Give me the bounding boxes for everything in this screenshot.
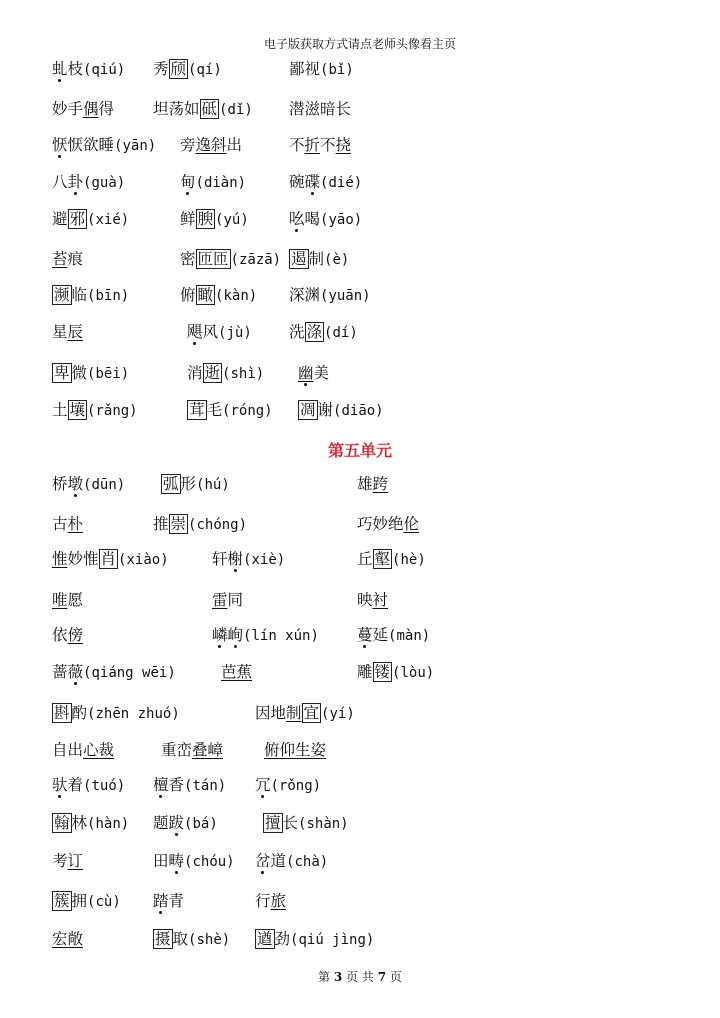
vocab-entry: 凋 谢(diāo) <box>300 401 384 419</box>
vocab-entry: 惟妙惟 肖 (xiào) <box>52 550 169 568</box>
unit-title: 第五单元 <box>327 441 392 460</box>
vocab-entry: 因地制 宜 (yí) <box>255 704 355 722</box>
vocab-entry: 摄 取(shè) <box>155 930 231 948</box>
vocab-entry: 行旅 <box>255 892 287 910</box>
vocab-entry: 田畴(chóu) <box>153 852 235 870</box>
vocab-entry: 弧 形(hú) <box>163 475 230 493</box>
vocab-entry: 斟 酌(zhēn zhuó) <box>54 704 180 722</box>
vocab-entry: 洗 涤 (dí) <box>289 323 358 341</box>
vocab-entry: 嶙峋(lín xún) <box>212 626 319 644</box>
vocab-entry: 冗(rǒng) <box>255 776 322 794</box>
vocab-entry: 依傍 <box>52 626 84 644</box>
vocab-entry: 轩榭(xiè) <box>212 550 286 568</box>
vocab-entry: 映衬 <box>357 591 389 609</box>
vocab-entry: 避 邪 (xié) <box>52 210 130 228</box>
vocab-entry: 消 逝 (shì) <box>187 364 265 382</box>
vocab-entry: 桥墩(dūn) <box>52 475 126 493</box>
vocab-entry: 不折不挠 <box>289 136 352 154</box>
vocab-entry: 驮着(tuó) <box>52 776 126 794</box>
vocab-entry: 自出心裁 <box>52 741 115 759</box>
vocab-entry: 题跋(bá) <box>153 814 218 832</box>
vocab-entry: 蔓延(màn) <box>357 626 431 644</box>
vocab-entry: 濒 临(bīn) <box>54 286 130 304</box>
vocab-entry: 古朴 <box>52 515 84 533</box>
vocab-entry: 檀香(tán) <box>153 776 227 794</box>
vocab-entry: 坦荡如 砥 (dǐ) <box>153 100 253 118</box>
vocab-entry: 鲜 腴 (yú) <box>180 210 249 228</box>
vocab-entry: 秀 颀 (qí) <box>153 60 222 78</box>
vocab-entry: 巧妙绝伦 <box>357 515 420 533</box>
vocab-entry: 雕 镂 (lòu) <box>357 663 435 681</box>
vocab-entry: 茸 毛(róng) <box>189 401 273 419</box>
footer-suffix: 页 <box>389 970 402 984</box>
vocab-entry: 潜滋暗长 <box>289 100 352 118</box>
vocab-entry: 推 崇 (chóng) <box>153 515 248 533</box>
footer-prefix: 第 <box>318 970 331 984</box>
vocab-entry: 唯愿 <box>52 591 84 609</box>
vocab-entry: 吆喝(yāo) <box>289 210 363 228</box>
vocab-entry: 岔道(chà) <box>255 852 329 870</box>
vocab-entry: 深渊(yuān) <box>289 286 371 304</box>
vocab-entry: 踏青 <box>153 892 185 910</box>
vocab-entry: 八卦(guà) <box>52 173 126 191</box>
vocab-entry: 雷同 <box>212 591 244 609</box>
vocab-entry: 飓风(jù) <box>187 323 252 341</box>
vocab-entry: 甸(diàn) <box>180 173 247 191</box>
vocab-entry: 宏敞 <box>52 930 84 948</box>
vocab-entry: 幽美 <box>298 364 330 382</box>
vocab-entry: 考订 <box>52 852 84 870</box>
vocab-entry: 土 壤 (rǎng) <box>52 401 138 419</box>
vocab-entry: 簇 拥(cù) <box>54 892 121 910</box>
vocab-entry: 妙手偶得 <box>52 100 115 118</box>
vocab-entry: 卑 微(bēi) <box>54 364 130 382</box>
vocab-entry: 重峦叠嶂 <box>161 741 224 759</box>
vocab-entry: 遒 劲(qiú jìng) <box>257 930 375 948</box>
footer-mid: 页 共 <box>346 970 374 984</box>
vocab-entry: 鄙视(bǐ) <box>289 60 354 78</box>
vocab-entry: 星辰 <box>52 323 84 341</box>
vocab-entry: 丘 壑 (hè) <box>357 550 426 568</box>
vocab-entry: 碗碟(dié) <box>289 173 363 191</box>
page-footer <box>0 968 720 985</box>
vocab-entry: 翰 林(hàn) <box>54 814 130 832</box>
vocab-entry: 恹恹欲睡(yān) <box>52 136 157 154</box>
footer-total-pages: 7 <box>377 970 387 984</box>
vocab-entry: 蔷薇(qiáng wēi) <box>52 663 176 681</box>
vocab-entry: 俯仰生姿 <box>264 741 327 759</box>
vocab-entry: 俯 瞰 (kàn) <box>180 286 258 304</box>
vocab-entry: 虬枝(qiú) <box>52 60 126 78</box>
vocab-entry: 苔痕 <box>52 250 84 268</box>
vocab-entry: 擅 长(shàn) <box>265 814 349 832</box>
vocab-entry: 芭蕉 <box>221 663 253 681</box>
vocab-entry: 旁逸斜出 <box>180 136 243 154</box>
vocab-entry: 密 匝匝 (zāzā) <box>180 250 282 268</box>
footer-page-number: 3 <box>333 970 343 984</box>
vocab-entry: 遏 制(è) <box>291 250 350 268</box>
page-header: 电子版获取方式请点老师头像看主页 <box>263 37 456 51</box>
vocab-entry: 雄跨 <box>357 475 389 493</box>
